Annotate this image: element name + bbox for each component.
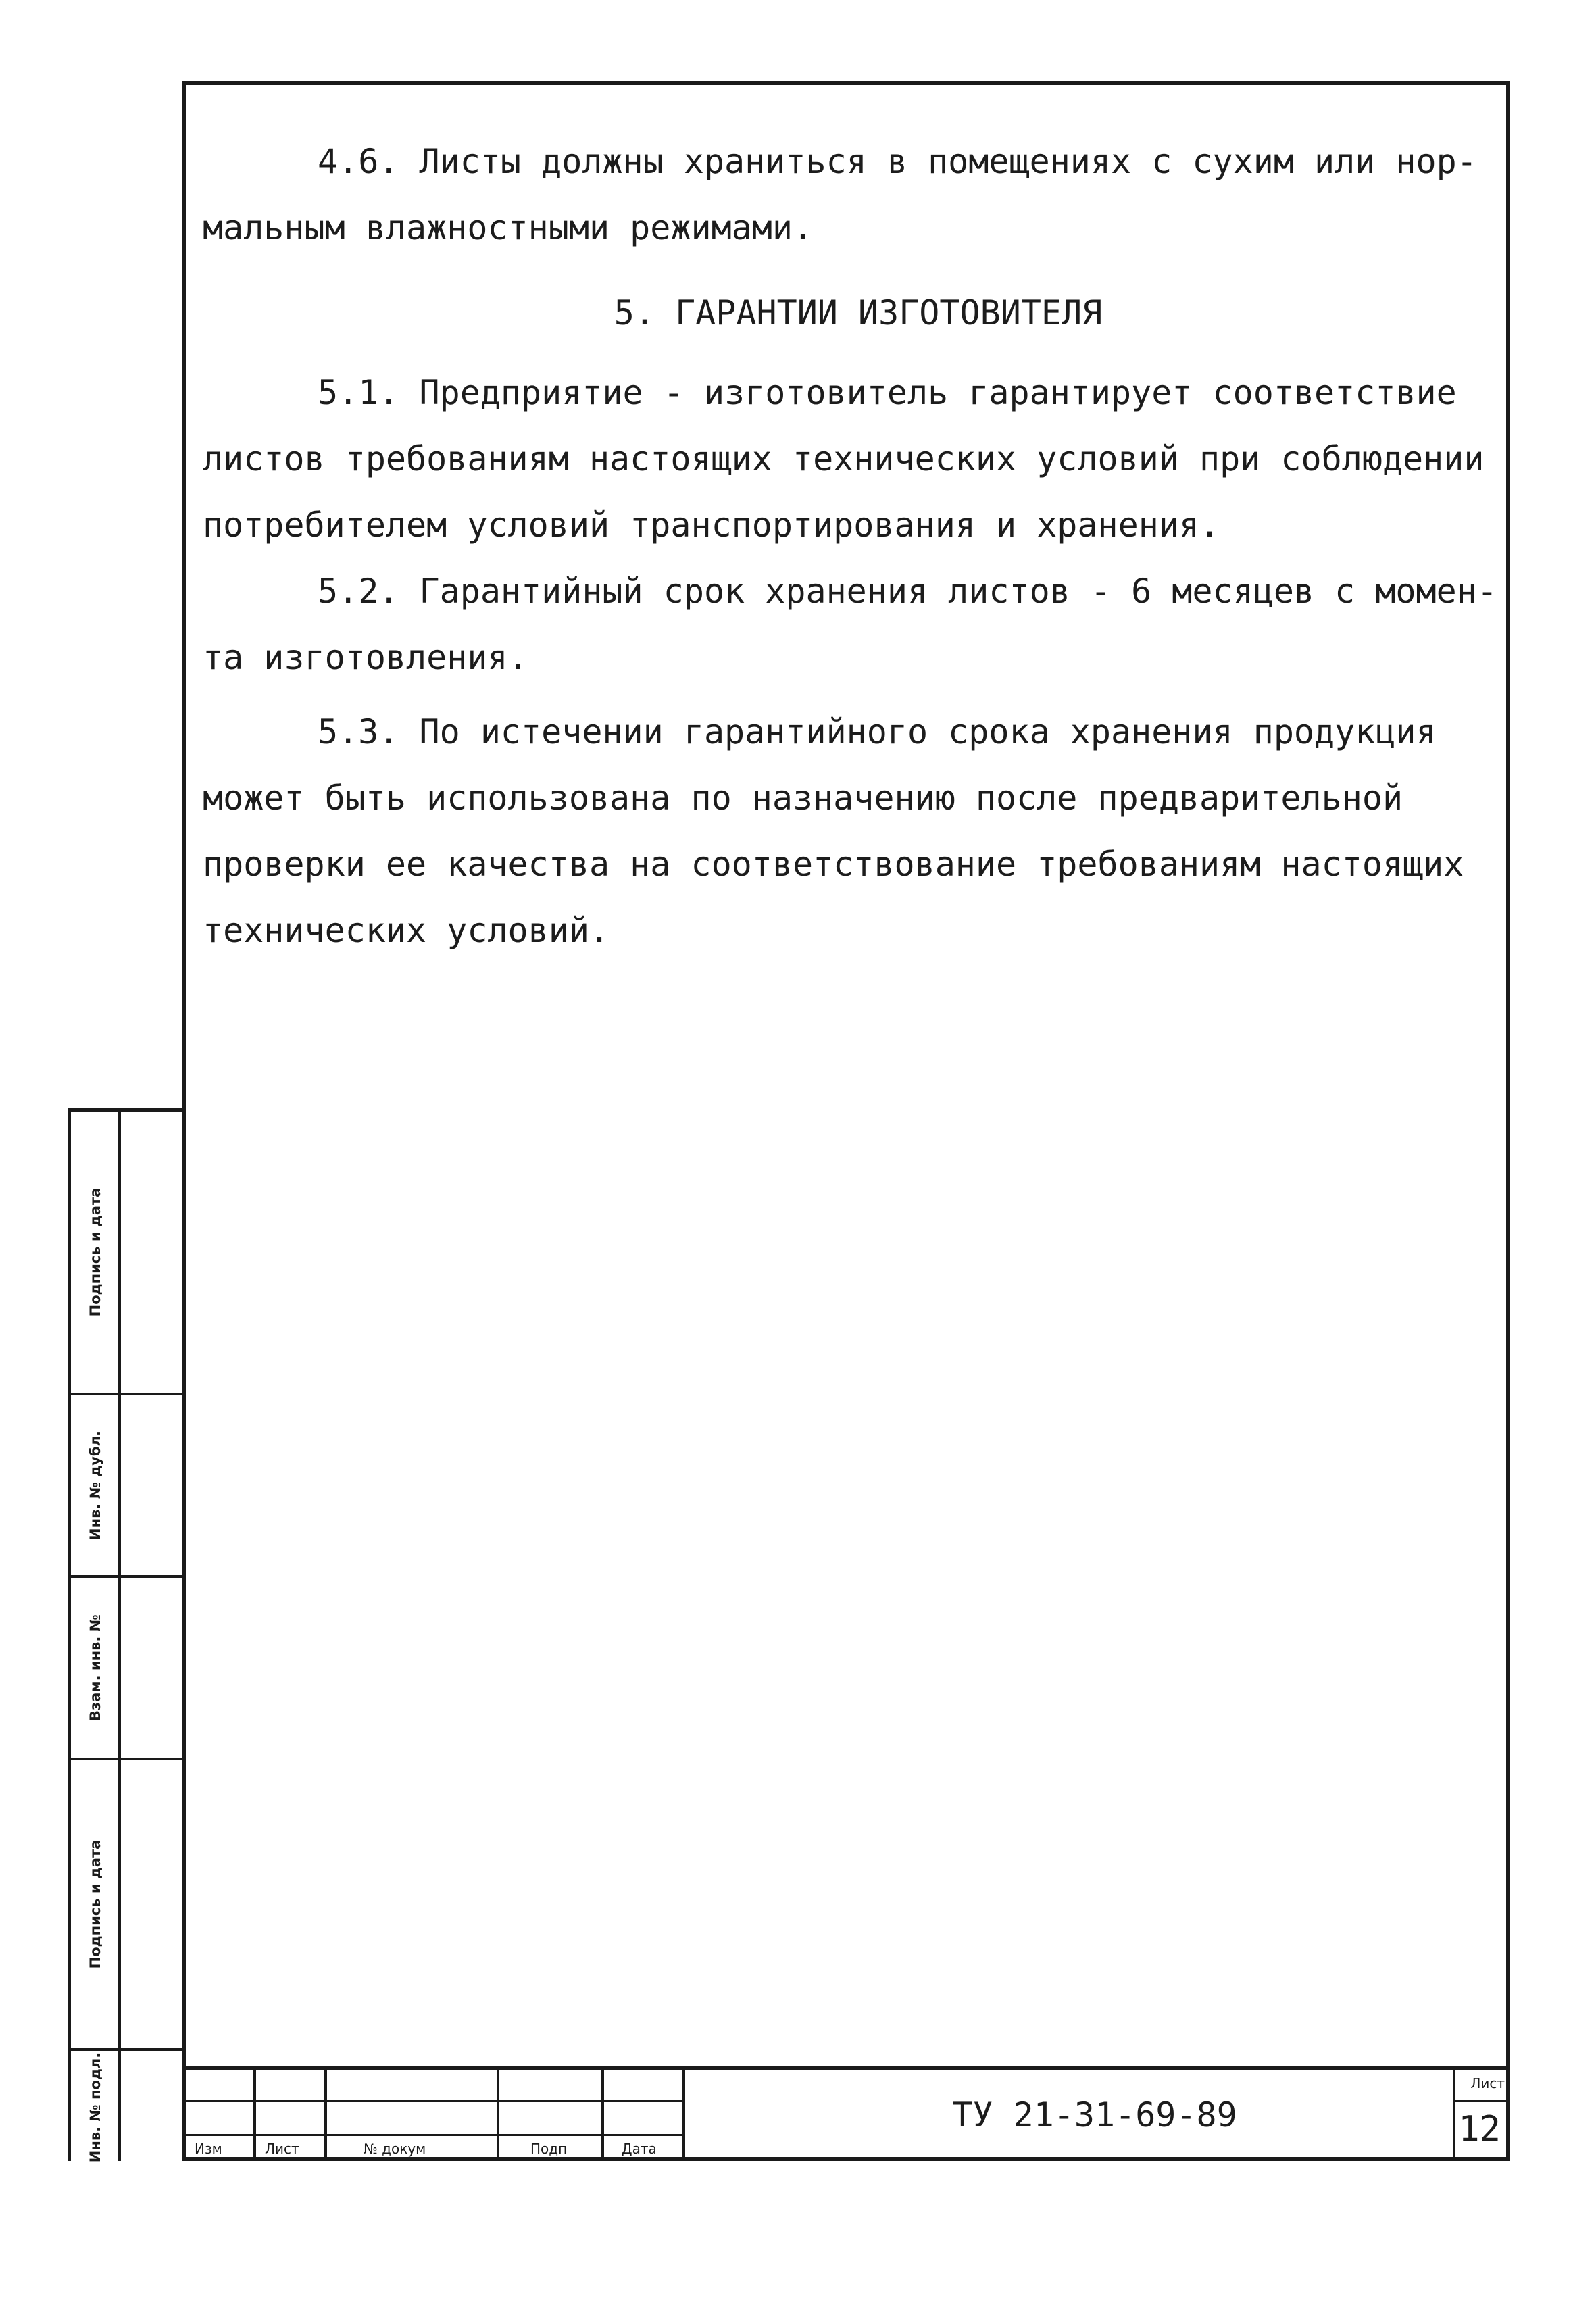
tb-divider-2: [324, 2070, 327, 2161]
para-5-3-line4: технических условий.: [203, 911, 610, 950]
tb-label-data: Дата: [622, 2141, 657, 2157]
tb-divider-3: [497, 2070, 499, 2161]
tb-label-list: Лист: [265, 2141, 299, 2157]
strip-cell-vzam-inv: [71, 1578, 182, 1760]
para-5-2-line2: та изготовления.: [203, 638, 528, 677]
strip-label-inv-dubl: Инв. № дубл.: [87, 1430, 103, 1540]
section-heading: 5. ГАРАНТИИ ИЗГОТОВИТЕЛЯ: [614, 293, 1103, 332]
para-4-6-line1: 4.6. Листы должны храниться в помещениях с сухим или нор-: [318, 142, 1477, 181]
sheet-number: 12: [1458, 2109, 1501, 2149]
strip-cell-podpis-bottom: [71, 1760, 182, 2051]
tb-sheet-line: [1453, 2100, 1510, 2102]
document-code: ТУ 21-31-69-89: [952, 2095, 1237, 2135]
margin-strip: [68, 1108, 182, 2161]
para-4-6-line2: мальным влажностными режимами.: [203, 208, 814, 247]
strip-label-podpis-bottom: Подпись и дата: [87, 1839, 103, 1969]
tb-label-izm: Изм: [195, 2141, 222, 2157]
tb-row-line-1: [182, 2100, 682, 2102]
para-5-1-line1: 5.1. Предприятие - изготовитель гарантирует соответствие: [318, 373, 1457, 412]
strip-cell-inv-podl: [71, 2051, 182, 2164]
para-5-2-line1: 5.2. Гарантийный срок хранения листов - 6 месяцев с момен-: [318, 572, 1497, 611]
tb-label-doc: № докум: [364, 2141, 426, 2157]
para-5-1-line2: листов требованиям настоящих технических условий при соблюдении: [203, 439, 1485, 478]
sheet-label: Лист: [1470, 2075, 1505, 2091]
strip-cell-inv-dubl: [71, 1395, 182, 1578]
tb-divider-4: [601, 2070, 604, 2161]
tb-divider-1: [253, 2070, 256, 2161]
document-body: [203, 128, 1497, 964]
para-5-3-line2: может быть использована по назначению после предварительной: [203, 778, 1403, 818]
para-5-3-line1: 5.3. По истечении гарантийного срока хранения продукция: [318, 712, 1437, 751]
para-5-3-line3: проверки ее качества на соответствование требованиям настоящих: [203, 845, 1464, 884]
tb-divider-5: [682, 2070, 685, 2161]
strip-label-inv-podl: Инв. № подл.: [87, 2052, 103, 2163]
strip-label-vzam-inv: Взам. инв. №: [87, 1614, 103, 1721]
tb-row-line-2: [182, 2134, 682, 2136]
title-block: [182, 2066, 1510, 2161]
tb-label-podp: Подп: [530, 2141, 568, 2157]
tb-divider-sheet: [1453, 2070, 1455, 2161]
strip-cell-podpis-top: [71, 1112, 182, 1395]
strip-label-podpis-top: Подпись и дата: [87, 1187, 103, 1317]
para-5-1-line3: потребителем условий транспортирования и хранения.: [203, 505, 1220, 545]
